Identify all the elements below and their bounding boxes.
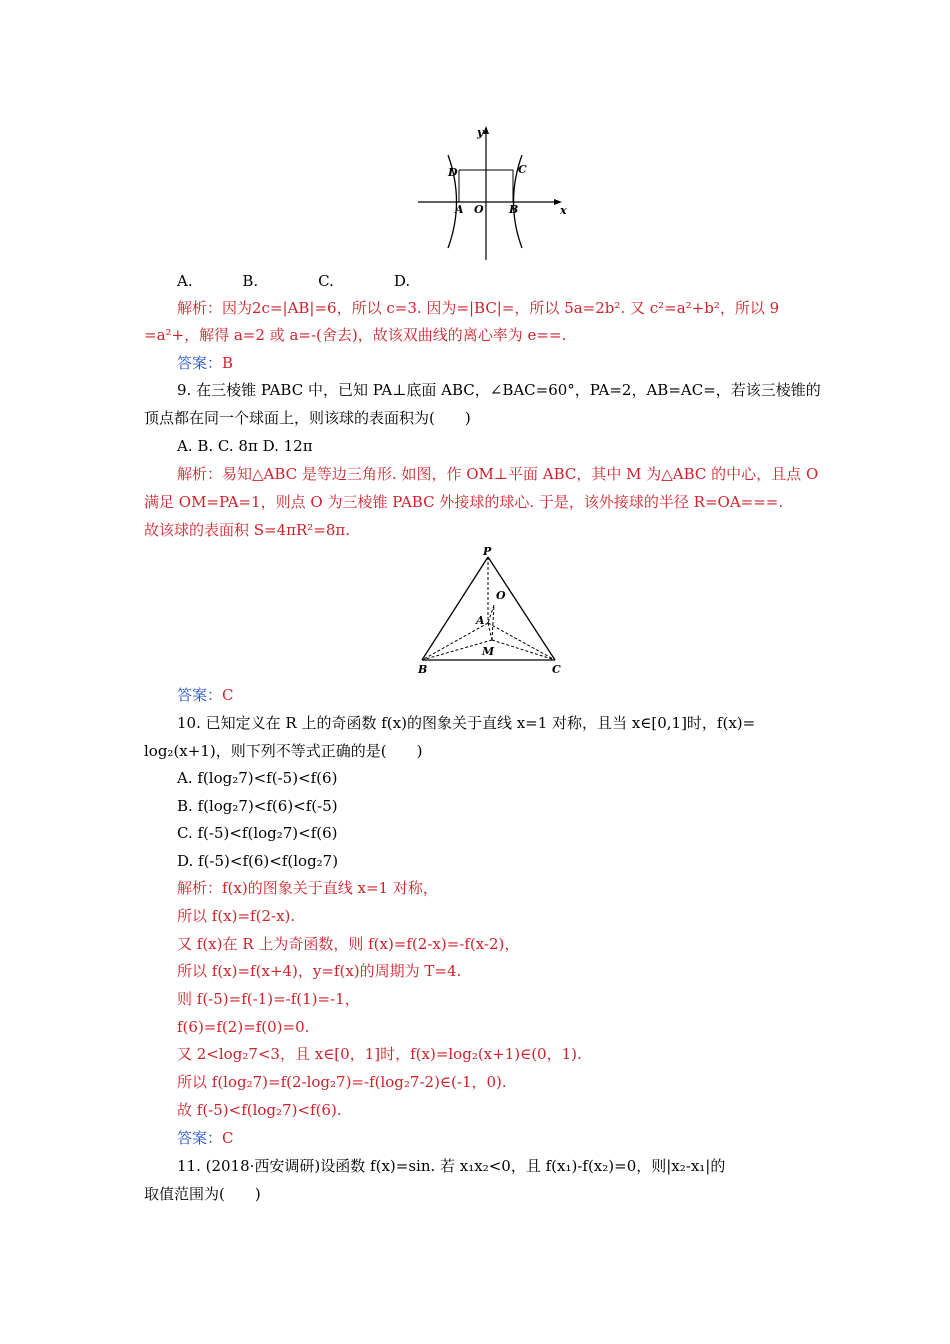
answer-label: 答案：: [177, 1129, 223, 1147]
tetrahedron-figure: [410, 545, 570, 680]
q10-solution-line7: 又 2<log₂7<3，且 x∈[0，1]时，f(x)=log₂(x+1)∈(0，1).: [177, 1045, 582, 1063]
q10-stem-line1: 10. 已知定义在 R 上的奇函数 f(x)的图象关于直线 x=1 对称，且当 x∈[0,1]时，f(x)=: [177, 714, 756, 732]
label-y: y: [477, 126, 484, 139]
label-x: x: [560, 204, 567, 217]
answer-value: C: [222, 1129, 234, 1147]
q10-solution-line8: 所以 f(log₂7)=f(2-log₂7)=-f(log₂7-2)∈(-1，0).: [177, 1073, 507, 1091]
q10-solution-line9: 故 f(-5)<f(log₂7)<f(6).: [177, 1101, 342, 1119]
label-C: C: [518, 163, 527, 176]
q9-solution-line3: 故该球的表面积 S=4πR²=8π.: [144, 521, 351, 539]
q9-solution-line2: 满足 OM=PA=1，则点 O 为三棱锥 PABC 外接球的球心. 于是，该外接球的半径 R=OA===.: [144, 493, 784, 511]
answer-label: 答案：: [177, 686, 223, 704]
q10-solution-line3: 又 f(x)在 R 上为奇函数，则 f(x)=f(2-x)=-f(x-2)，: [177, 935, 520, 953]
q9-solution-line1: 解析：易知△ABC 是等边三角形. 如图，作 OM⊥平面 ABC，其中 M 为△ABC 的中心，且点 O: [177, 465, 819, 483]
q10-option-a: A. f(log₂7)<f(-5)<f(6): [177, 769, 338, 787]
q10-solution-line2: 所以 f(x)=f(2-x).: [177, 907, 296, 925]
answer-label: 答案：: [177, 354, 223, 372]
q10-solution-line4: 所以 f(x)=f(x+4)，y=f(x)的周期为 T=4.: [177, 962, 462, 980]
label-O: O: [474, 203, 484, 216]
label-P: P: [483, 545, 492, 558]
answer-value: C: [222, 686, 234, 704]
q8-answer: [177, 352, 233, 374]
q10-solution-line1: 解析：f(x)的图象关于直线 x=1 对称，: [177, 879, 438, 897]
q11-stem-line2: 取值范围为( ): [144, 1185, 261, 1203]
q9-stem-line1: 9. 在三棱锥 PABC 中，已知 PA⊥底面 ABC，∠BAC=60°，PA=2，AB=AC=，若该三棱锥的: [177, 381, 821, 399]
label-M: M: [482, 645, 495, 658]
hyperbola-figure: [410, 120, 575, 265]
q8-solution-line1: 解析：因为2c=|AB|=6，所以 c=3. 因为=|BC|=，所以 5a=2b². 又 c²=a²+b²，所以 9: [177, 299, 780, 317]
q10-option-b: B. f(log₂7)<f(6)<f(-5): [177, 797, 338, 815]
q10-stem-line2: log₂(x+1)，则下列不等式正确的是( ): [144, 742, 423, 760]
label-O: O: [496, 589, 506, 602]
label-C: C: [552, 663, 561, 676]
q8-options: A. B. C. D.: [177, 272, 411, 290]
q10-option-d: D. f(-5)<f(6)<f(log₂7): [177, 852, 339, 870]
q10-answer: [177, 1127, 234, 1149]
q10-option-c: C. f(-5)<f(log₂7)<f(6): [177, 824, 338, 842]
q9-answer: [177, 684, 234, 706]
label-D: D: [448, 166, 458, 179]
label-A: A: [455, 203, 464, 216]
label-B: B: [418, 663, 428, 676]
q8-solution-line2: =a²+，解得 a=2 或 a=-(舍去)，故该双曲线的离心率为 e==.: [144, 326, 567, 344]
q9-options: A. B. C. 8π D. 12π: [177, 437, 313, 455]
q9-stem-line2: 顶点都在同一个球面上，则该球的表面积为( ): [144, 409, 471, 427]
q10-solution-line6: f(6)=f(2)=f(0)=0.: [177, 1018, 310, 1036]
answer-value: B: [222, 354, 234, 372]
label-A: A: [476, 614, 485, 627]
label-B: B: [509, 203, 519, 216]
q10-solution-line5: 则 f(-5)=f(-1)=-f(1)=-1，: [177, 990, 360, 1008]
q11-stem-line1: 11. (2018·西安调研)设函数 f(x)=sin. 若 x₁x₂<0，且 f(x₁)-f(x₂)=0，则|x₂-x₁|的: [177, 1157, 726, 1175]
